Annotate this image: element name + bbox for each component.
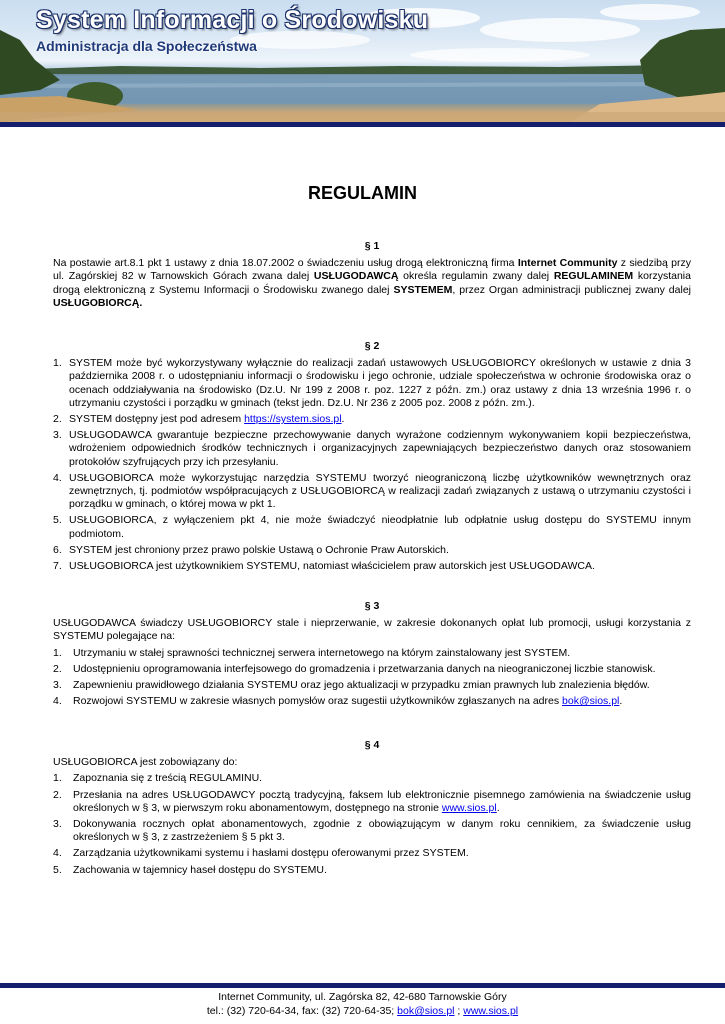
document-title: REGULAMIN <box>308 183 417 203</box>
footer-contact: tel.: (32) 720-64-34, fax: (32) 720-64-35; bok@sios.pl ; www.sios.pl <box>206 1005 519 1017</box>
list-item: 1. SYSTEM może być wykorzystywany wyłącznie do realizacji zadań ustawowych USŁUGOBIORCY określonych w ustawie z dnia 3 października 2008 r. o udostępnianiu informacji o środowisku i jego ochronie, udziale społeczeństwa w ochronie środowiska oraz o ocenach oddziaływania na środowisko (Dz.U. Nr 199 z 2008 r. poz. 1227 z późn. zm.) oraz ustawy z dnia 13 września 1996 r. o utrzymaniu czystości i porządku w gminach (tekst jedn. Dz.U. Nr 236 z 2005 poz. 2008 z późn. zm.). <box>53 357 691 409</box>
list-item: 1. Zapoznania się z treścią REGULAMINU. <box>53 772 263 785</box>
section-4-list <box>53 772 691 876</box>
footer-website-link[interactable]: www.sios.pl <box>463 1005 519 1017</box>
footer-address: Internet Community, ul. Zagórska 82, 42-680 Tarnowskie Góry <box>218 991 507 1003</box>
list-item: 5. USŁUGOBIORCA, z wyłączeniem pkt 4, nie może świadczyć nieodpłatnie lub odpłatnie usług dostępu do SYSTEMU innym podmiotom. <box>53 514 691 540</box>
list-item: 2. Przesłania na adres USŁUGODAWCY pocztą tradycyjną, faksem lub elektronicznie pisemnego zamówienia na świadczenie usług określonych w § 3, w pierwszym roku abonamentowym, dostępnego na stronie www.sios.pl. <box>53 788 691 814</box>
section-3-intro: USŁUGODAWCA świadczy USŁUGOBIORCY stale i nieprzerwanie, w zakresie dokonanych opłat lub promocji, usługi korzystania z SYSTEMU polegające na: <box>53 617 691 643</box>
website-link[interactable]: www.sios.pl <box>441 801 497 814</box>
banner-title: System Informacji o Środowisku <box>36 6 429 34</box>
section-1-paragraph: Na postawie art.8.1 pkt 1 ustawy z dnia 18.07.2002 o świadczeniu usług drogą elektroniczną firma Internet Community z siedzibą przy ul. Zagórskiej 82 w Tarnowskich Górach zwana dalej USŁUGODAWCĄ określa regulamin zwany dalej REGULAMINEM korzystania drogą elektroniczną z Systemu Informacji o Środowisku zwanego dalej SYSTEMEM, przez Organ administracji publicznej zwany dalej USŁUGOBIORCĄ. <box>53 257 691 309</box>
section-heading: § 4 <box>364 739 380 751</box>
section-heading: § 1 <box>364 240 380 252</box>
list-item: 2. SYSTEM dostępny jest pod adresem https://system.sios.pl. <box>53 413 345 426</box>
section-2-list <box>53 357 691 573</box>
header-banner <box>0 0 725 122</box>
list-item: 5. Zachowania w tajemnicy haseł dostępu do SYSTEMU. <box>53 863 327 876</box>
section-4 <box>53 739 691 880</box>
list-item: 6. SYSTEM jest chroniony przez prawo polskie Ustawą o Ochronie Praw Autorskich. <box>53 543 449 556</box>
section-1 <box>53 240 691 310</box>
list-item: 3. USŁUGODAWCA gwarantuje bezpieczne przechowywanie danych wyrażone codziennym wykonywaniem kopii bezpieczeństwa, wdrożeniem odpowiednich środków technicznych i organizacyjnych zapewniających bezpieczeństwo danych oraz stosowaniem protokołów szyfrujących przy ich przesyłaniu. <box>53 429 691 468</box>
list-item: 7. USŁUGOBIORCA jest użytkownikiem SYSTEMU, natomiast właścicielem praw autorskich jest USŁUGODAWCA. <box>53 560 595 573</box>
banner-subtitle: Administracja dla Społeczeństwa <box>36 38 257 54</box>
system-url-link[interactable]: https://system.sios.pl <box>244 413 342 426</box>
section-heading: § 3 <box>364 600 380 612</box>
list-item: 3. Zapewnieniu prawidłowego działania SYSTEMU oraz jego aktualizacji w przypadku zmian prawnych lub znalezienia błędów. <box>53 679 650 692</box>
section-3-list <box>53 647 691 709</box>
section-4-intro: USŁUGOBIORCA jest zobowiązany do: <box>53 756 238 769</box>
section-3 <box>53 600 691 711</box>
header-divider <box>0 122 725 127</box>
footer <box>0 990 725 1018</box>
list-item: 4. Rozwojowi SYSTEMU w zakresie własnych pomysłów oraz sugestii użytkowników zgłaszanych na adres bok@sios.pl. <box>53 695 623 708</box>
list-item: 1. Utrzymaniu w stałej sprawności technicznej serwera internetowego na którym zainstalowany jest SYSTEM. <box>53 646 571 659</box>
footer-email-link[interactable]: bok@sios.pl <box>397 1005 455 1017</box>
list-item: 3. Dokonywania rocznych opłat abonamentowych, zgodnie z obowiązującym w danym roku cennikiem, za świadczenie usług określonych w § 3, z zastrzeżeniem § 5 pkt 3. <box>53 818 691 844</box>
footer-divider <box>0 983 725 988</box>
list-item: 4. USŁUGOBIORCA może wykorzystując narzędzia SYSTEMU tworzyć nieograniczoną liczbę użytkowników wewnętrznych oraz zewnętrznych, tj. podmiotów współpracujących z USŁUGOBIORCĄ w realizacji zadań związanych z ustawą o utrzymaniu czystości i porządku w gminach, o której mowa w pkt 1. <box>53 471 691 511</box>
list-item: 4. Zarządzania użytkownikami systemu i hasłami dostępu oferowanymi przez SYSTEM. <box>53 847 469 860</box>
section-2 <box>53 340 691 576</box>
section-heading: § 2 <box>364 340 380 352</box>
list-item: 2. Udostępnieniu oprogramowania interfejsowego do gromadzenia i przetwarzania danych na nieograniczonej liczbie stanowisk. <box>53 662 656 675</box>
email-link[interactable]: bok@sios.pl <box>562 695 620 708</box>
